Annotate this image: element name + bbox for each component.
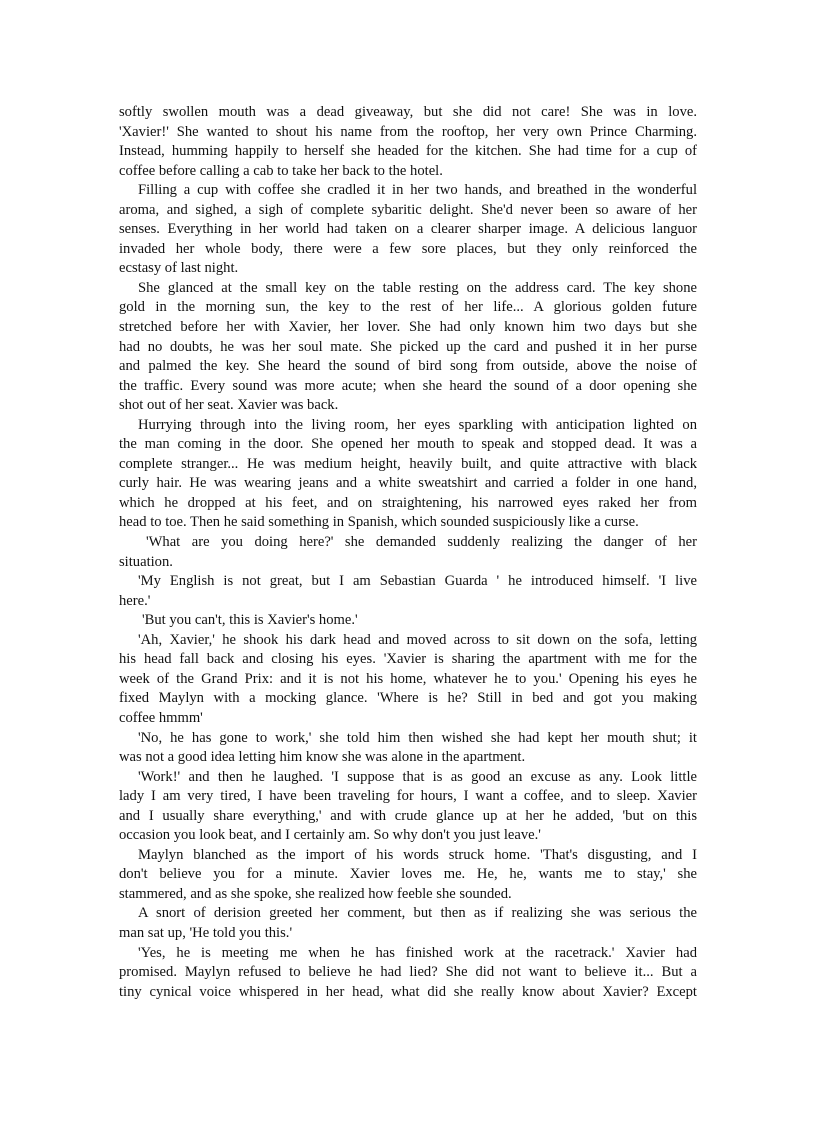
text-line: 'Yes, he is meeting me when he has finished work at the racetrack.' Xavier had (138, 944, 697, 961)
text-line: fixed Maylyn with a mocking glance. 'Where is he? Still in bed and got you making (119, 690, 697, 707)
text-line: the traffic. Every sound was more acute; when she heard the sound of a door opening she (119, 377, 697, 394)
text-line: the man coming in the door. She opened her mouth to speak and stopped dead. It was a (119, 436, 697, 453)
text-line: 'What are you doing here?' she demanded suddenly realizing the danger of her (146, 534, 697, 551)
body-text (119, 103, 697, 1002)
text-line: Maylyn blanched as the import of his words struck home. 'That's disgusting, and I (138, 846, 697, 863)
text-line: gold in the morning sun, the key to the rest of her life... A glorious golden future (119, 299, 697, 316)
text-line: had no doubts, he was her soul mate. She picked up the card and pushed it in her purse (119, 338, 697, 355)
text-line: senses. Everything in her world had taken on a clearer sharper image. A delicious languor (119, 221, 697, 238)
text-line: shot out of her seat. Xavier was back. (119, 397, 339, 414)
text-line: 'Work!' and then he laughed. 'I suppose that is as good an excuse as any. Look little (138, 768, 697, 785)
text-line: which he dropped at his feet, and on straightening, his narrowed eyes raked her from (119, 494, 697, 511)
text-line: curly hair. He was wearing jeans and a white sweatshirt and carried a folder in one hand, (119, 475, 697, 492)
text-line: head to toe. Then he said something in Spanish, which sounded suspiciously like a curse. (119, 514, 639, 531)
text-line: lady I am very tired, I have been traveling for hours, I want a coffee, and to sleep. Xavier (119, 788, 697, 805)
text-line: coffee before calling a cab to take her back to the hotel. (119, 162, 443, 179)
text-line: 'No, he has gone to work,' she told him then wished she had kept her mouth shut; it (138, 729, 697, 746)
text-line: here.' (119, 592, 151, 609)
text-line: coffee hmmm' (119, 709, 203, 726)
text-line: 'Xavier!' She wanted to shout his name from the rooftop, her very own Prince Charming. (119, 123, 697, 140)
text-line: occasion you look beat, and I certainly am. So why don't you just leave.' (119, 827, 541, 844)
text-line: invaded her whole body, there were a few sore places, but they only reinforced the (119, 240, 697, 257)
text-line: promised. Maylyn refused to believe he had lied? She did not want to believe it... But a (119, 964, 697, 981)
text-line: stammered, and as she spoke, she realized how feeble she sounded. (119, 885, 512, 902)
text-line: tiny cynical voice whispered in her head, what did she really know about Xavier? Except (119, 983, 697, 1000)
text-line: and I usually share everything,' and with crude glance up at her he added, 'but on this (119, 807, 697, 824)
text-line: 'But you can't, this is Xavier's home.' (142, 612, 358, 629)
text-line: Filling a cup with coffee she cradled it in her two hands, and breathed in the wonderful (138, 182, 697, 199)
text-line: 'Ah, Xavier,' he shook his dark head and moved across to sit down on the sofa, letting (138, 631, 697, 648)
text-line: stretched before her with Xavier, her lover. She had only known him two days but she (119, 319, 697, 336)
text-line: Hurrying through into the living room, her eyes sparkling with anticipation lighted on (138, 416, 697, 433)
text-line: aroma, and sighed, a sigh of complete sybaritic delight. She'd never been so aware of her (119, 201, 697, 218)
text-line: 'My English is not great, but I am Sebastian Guarda ' he introduced himself. 'I live (138, 573, 697, 590)
text-line: ecstasy of last night. (119, 260, 239, 277)
text-line: softly swollen mouth was a dead giveaway, but she did not care! She was in love. (119, 104, 697, 120)
text-line: A snort of derision greeted her comment, but then as if realizing she was serious the (138, 905, 697, 922)
text-line: and palmed the key. She heard the sound of bird song from outside, above the noise of (119, 358, 697, 375)
text-line: don't believe you for a minute. Xavier loves me. He, he, wants me to stay,' she (119, 866, 697, 883)
text-line: his head fall back and closing his eyes. 'Xavier is sharing the apartment with me for the (119, 651, 697, 668)
text-line: Instead, humming happily to herself she headed for the kitchen. She had time for a cup of (119, 143, 697, 160)
text-line: was not a good idea letting him know she was alone in the apartment. (119, 749, 526, 766)
text-line: man sat up, 'He told you this.' (119, 924, 293, 941)
text-line: situation. (119, 553, 173, 570)
text-line: week of the Grand Prix: and it is not his home, whatever he to you.' Opening his eyes he (119, 670, 697, 687)
text-line: She glanced at the small key on the table resting on the address card. The key shone (138, 279, 697, 296)
text-line: complete stranger... He was medium height, heavily built, and quite attractive with black (119, 455, 697, 472)
